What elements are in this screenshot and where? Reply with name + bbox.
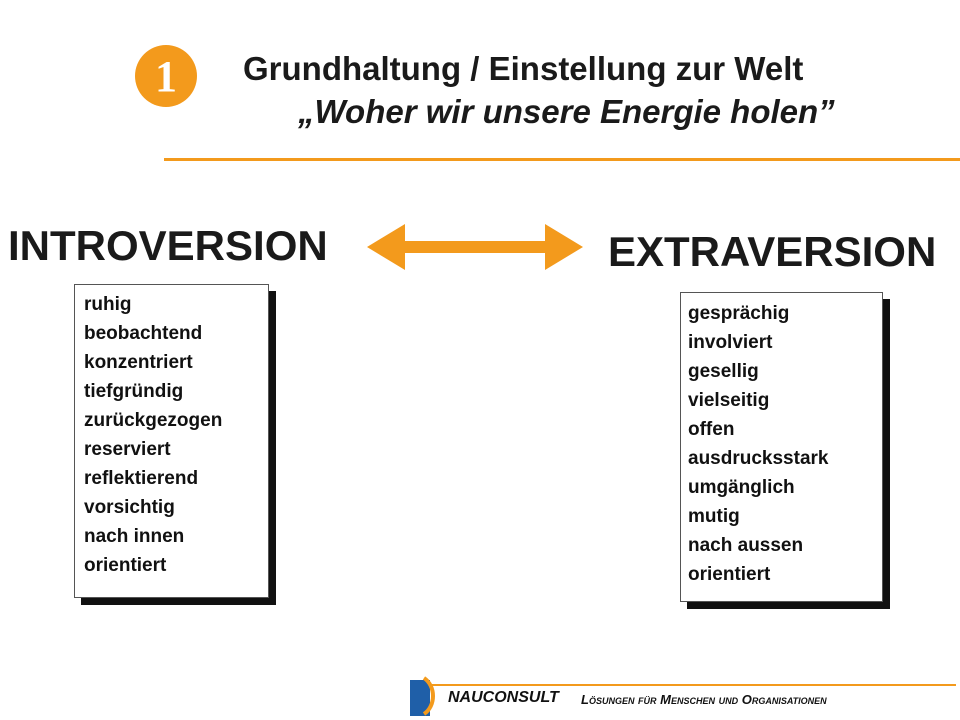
trait-item: nach aussen [688, 535, 804, 556]
trait-item: beobachtend [84, 323, 203, 344]
trait-item: tiefgründig [84, 381, 184, 402]
extraversion-heading: EXTRAVERSION [608, 228, 937, 275]
trait-item: ruhig [84, 294, 132, 315]
trait-item: konzentriert [84, 352, 193, 373]
introversion-traits-box [74, 284, 269, 598]
trait-item: gesellig [688, 361, 759, 382]
trait-item: involviert [688, 332, 773, 353]
nauconsult-logo-icon [410, 676, 440, 716]
page-title: Grundhaltung / Einstellung zur Welt [243, 50, 804, 87]
trait-item: nach innen [84, 526, 185, 547]
footer-tagline: Lösungen für Menschen und Organisationen [581, 692, 827, 707]
trait-item: vielseitig [688, 390, 770, 411]
trait-item: offen [688, 419, 735, 440]
extraversion-traits-box [680, 292, 883, 602]
trait-item: mutig [688, 506, 740, 527]
page-subtitle: „Woher wir unsere Energie holen” [298, 93, 835, 130]
trait-item: umgänglich [688, 477, 795, 498]
trait-item: gesprächig [688, 303, 790, 324]
trait-item: zurückgezogen [84, 410, 223, 431]
trait-item: orientiert [688, 564, 771, 585]
trait-item: orientiert [84, 555, 167, 576]
footer-brand: NAUCONSULT [448, 689, 559, 706]
trait-item: vorsichtig [84, 497, 175, 518]
trait-item: ausdrucksstark [688, 448, 829, 469]
top-divider [164, 158, 960, 161]
trait-item: reserviert [84, 439, 171, 460]
number-badge [135, 45, 197, 107]
footer-divider [413, 684, 956, 686]
introversion-heading: INTROVERSION [8, 222, 328, 269]
double-arrow-icon [367, 224, 583, 270]
badge-number: 1 [155, 51, 177, 101]
trait-item: reflektierend [84, 468, 199, 489]
